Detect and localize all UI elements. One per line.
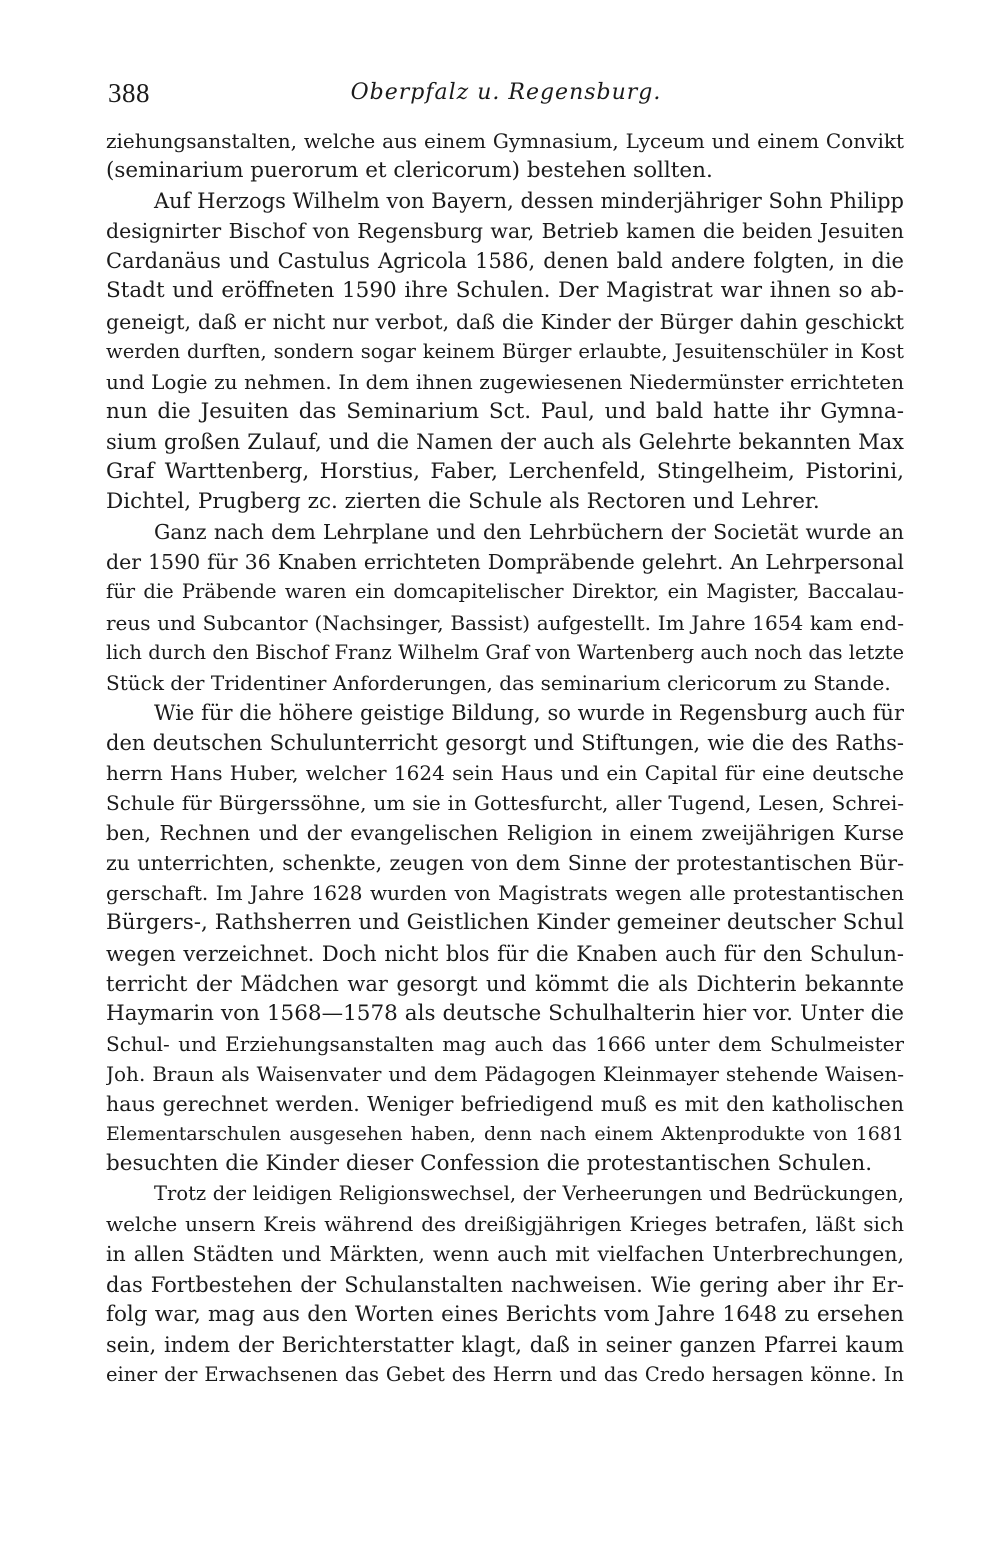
text-line: welche unsern Kreis während des dreißigjährigen Krieges betrafen, läßt sich: [106, 1212, 904, 1237]
text-line: herrn Hans Huber, welcher 1624 sein Haus und ein Capital für eine deutsche: [106, 760, 904, 785]
text-line: Bürgers-, Rathsherren und Geistlichen Kinder gemeiner deutscher Schul: [106, 910, 904, 936]
text-line: haus gerechnet werden. Weniger befriedigend muß es mit den katholischen: [106, 1092, 904, 1116]
text-line: sium großen Zulauf, und die Namen der auch als Gelehrte bekannten Max: [106, 429, 904, 454]
text-line: terricht der Mädchen war gesorgt und kömmt die als Dichterin bekannte: [106, 971, 904, 996]
text-line: reus und Subcantor (Nachsinger, Bassist) aufgestellt. Im Jahre 1654 kam end-: [106, 610, 904, 635]
page-number: 388: [108, 78, 150, 108]
text-line: wegen verzeichnet. Doch nicht blos für die Knaben auch für den Schulun-: [106, 941, 904, 966]
text-line: Haymarin von 1568—1578 als deutsche Schulhalterin hier vor. Unter die: [106, 1000, 904, 1026]
body-text: [106, 126, 904, 1390]
text-line: werden durften, sondern sogar keinem Bürger erlaubte, Jesuitenschüler in Kost: [106, 339, 904, 363]
text-line: folg war, mag aus den Worten eines Berichts vom Jahre 1648 zu ersehen: [106, 1301, 904, 1327]
text-line: (seminarium puerorum et clericorum) bestehen sollten.: [106, 158, 713, 184]
text-line: Auf Herzogs Wilhelm von Bayern, dessen minderjähriger Sohn Philipp: [154, 189, 904, 214]
text-line: zu unterrichten, schenkte, zeugen von dem Sinne der protestantischen Bür-: [106, 851, 904, 876]
text-line: sein, indem der Berichterstatter klagt, daß in seiner ganzen Pfarrei kaum: [106, 1332, 904, 1357]
text-line: Schul- und Erziehungsanstalten mag auch das 1666 unter dem Schulmeister: [106, 1031, 904, 1056]
text-line: Graf Warttenberg, Horstius, Faber, Lerchenfeld, Stingelheim, Pistorini,: [106, 459, 904, 485]
text-line: der 1590 für 36 Knaben errichteten Dompräbende gelehrt. An Lehrpersonal: [106, 550, 904, 575]
text-line: Joh. Braun als Waisenvater und dem Pädagogen Kleinmayer stehende Waisen-: [106, 1061, 904, 1086]
text-line: besuchten die Kinder dieser Confession die protestantischen Schulen.: [106, 1151, 873, 1177]
text-line: das Fortbestehen der Schulanstalten nachweisen. Wie gering aber ihr Er-: [106, 1272, 904, 1297]
text-line: in allen Städten und Märkten, wenn auch mit vielfachen Unterbrechungen,: [106, 1242, 904, 1267]
text-line: für die Präbende waren ein domcapitelischer Direktor, ein Magister, Baccalau-: [106, 580, 904, 604]
text-line: ziehungsanstalten, welche aus einem Gymnasium, Lyceum und einem Convikt: [106, 129, 904, 153]
text-line: Schule für Bürgerssöhne, um sie in Gottesfurcht, aller Tugend, Lesen, Schrei-: [106, 791, 904, 816]
text-line: nun die Jesuiten das Seminarium Sct. Paul, und bald hatte ihr Gymna-: [106, 398, 904, 424]
running-title: Oberpfalz u. Regensburg.: [350, 80, 662, 105]
text-line: gerschaft. Im Jahre 1628 wurden von Magistrats wegen alle protestantischen: [106, 881, 904, 906]
text-line: designirter Bischof von Regensburg war, Betrieb kamen die beiden Jesuiten: [106, 219, 904, 244]
text-line: Cardanäus und Castulus Agricola 1586, denen bald andere folgten, in die: [106, 249, 904, 274]
text-line: ben, Rechnen und der evangelischen Religion in einem zweijährigen Kurse: [106, 821, 904, 846]
text-line: Dichtel, Prugberg zc. zierten die Schule als Rectoren und Lehrer.: [106, 489, 820, 515]
page-header: [108, 78, 904, 118]
text-line: Stadt und eröffneten 1590 ihre Schulen. Der Magistrat war ihnen so ab-: [106, 278, 904, 304]
text-line: geneigt, daß er nicht nur verbot, daß die Kinder der Bürger dahin geschickt: [106, 309, 904, 334]
text-line: Trotz der leidigen Religionswechsel, der Verheerungen und Bedrückungen,: [154, 1182, 904, 1206]
text-line: einer der Erwachsenen das Gebet des Herrn und das Credo hersagen könne. In: [106, 1362, 904, 1386]
text-line: den deutschen Schulunterricht gesorgt und Stiftungen, wie die des Raths-: [106, 730, 904, 755]
text-line: und Logie zu nehmen. In dem ihnen zugewiesenen Niedermünster errichteten: [106, 369, 904, 394]
text-line: Ganz nach dem Lehrplane und den Lehrbüchern der Societät wurde an: [154, 520, 904, 545]
text-line: Wie für die höhere geistige Bildung, so wurde in Regensburg auch für: [154, 700, 904, 725]
text-line: Elementarschulen ausgesehen haben, denn nach einem Aktenprodukte von 1681: [106, 1123, 904, 1146]
text-line: lich durch den Bischof Franz Wilhelm Graf von Wartenberg auch noch das letzte: [106, 640, 904, 664]
text-line: Stück der Tridentiner Anforderungen, das seminarium clericorum zu Stande.: [106, 670, 891, 695]
